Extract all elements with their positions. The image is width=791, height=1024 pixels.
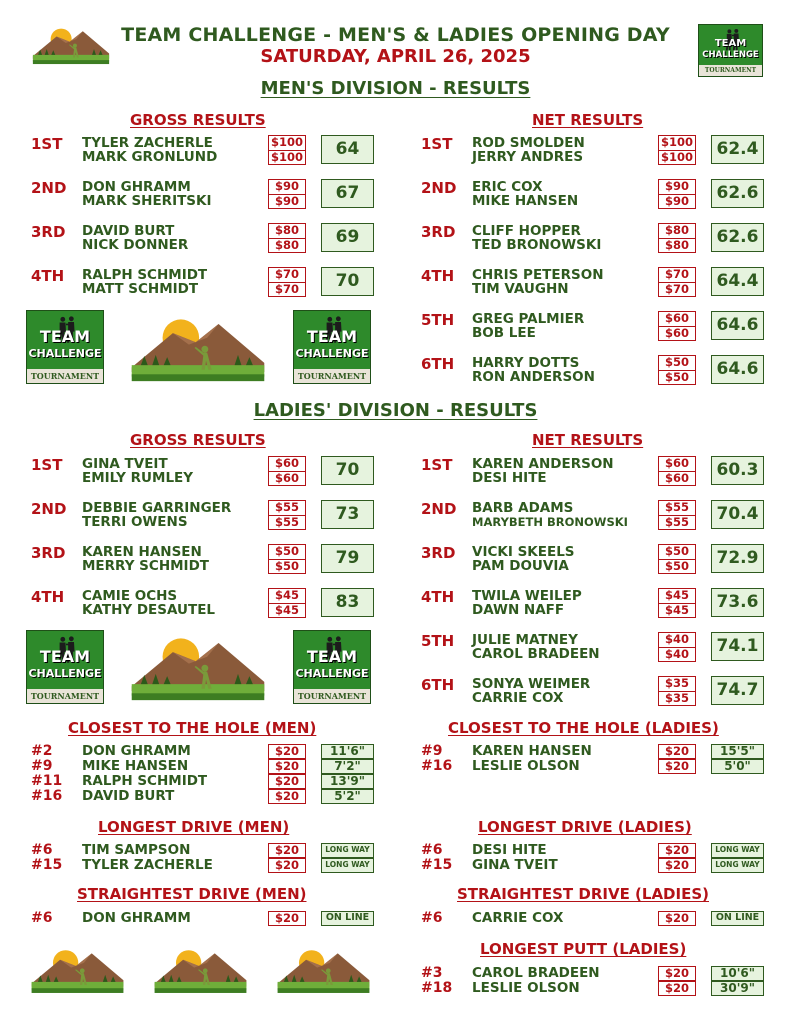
player-name: TED BRONOWSKI bbox=[472, 237, 602, 253]
team-challenge-logo bbox=[293, 630, 371, 704]
place-label: 5TH bbox=[421, 311, 455, 329]
prize-amount: $70 bbox=[664, 267, 689, 281]
score-box: 74.7 bbox=[711, 676, 764, 705]
hole-number: #9 bbox=[31, 758, 53, 774]
sd-ladies-title: STRAIGHTEST DRIVE (LADIES) bbox=[457, 885, 709, 903]
player-name: PAM DOUVIA bbox=[472, 558, 569, 574]
prize-amount-box bbox=[658, 223, 696, 253]
prize-amount: $20 bbox=[268, 789, 306, 804]
player-name: MERRY SCHMIDT bbox=[82, 558, 209, 574]
ctp-ladies-title: CLOSEST TO THE HOLE (LADIES) bbox=[448, 719, 719, 737]
logo-line3: TOURNAMENT bbox=[699, 65, 762, 76]
prize-amount: $60 bbox=[664, 311, 689, 325]
player-name: DESI HITE bbox=[472, 470, 547, 486]
prize-amount: $70 bbox=[659, 282, 695, 296]
score-box: 64.4 bbox=[711, 267, 764, 296]
logo-line2: CHALLENGE bbox=[295, 347, 369, 360]
place-label: 4TH bbox=[31, 267, 65, 285]
prize-amount-box bbox=[658, 355, 696, 385]
prize-amount: $80 bbox=[274, 223, 299, 237]
place-label: 1ST bbox=[421, 456, 453, 474]
hole-number: #15 bbox=[421, 857, 453, 873]
player-name: DESI HITE bbox=[472, 842, 547, 858]
hole-number: #9 bbox=[421, 743, 443, 759]
player-name: CAROL BRADEEN bbox=[472, 965, 600, 981]
prize-amount: $20 bbox=[658, 843, 696, 858]
prize-amount-box bbox=[268, 267, 306, 297]
player-name: DAWN NAFF bbox=[472, 602, 565, 618]
prize-amount: $45 bbox=[274, 588, 299, 602]
place-label: 4TH bbox=[421, 267, 455, 285]
prize-amount: $50 bbox=[269, 559, 305, 573]
player-name: TERRI OWENS bbox=[82, 514, 188, 530]
place-label: 6TH bbox=[421, 676, 455, 694]
prize-amount: $55 bbox=[664, 500, 689, 514]
drive-note-box: LONG WAY bbox=[321, 843, 374, 858]
place-label: 3RD bbox=[31, 544, 66, 562]
ld-men-title: LONGEST DRIVE (MEN) bbox=[98, 818, 290, 836]
prize-amount: $20 bbox=[268, 858, 306, 873]
player-name: CAROL BRADEEN bbox=[472, 646, 600, 662]
player-name: SONYA WEIMER bbox=[472, 676, 591, 692]
prize-amount: $80 bbox=[269, 238, 305, 252]
place-label: 4TH bbox=[421, 588, 455, 606]
prize-amount: $45 bbox=[664, 588, 689, 602]
logo-line1: TEAM bbox=[714, 38, 747, 49]
prize-amount-box bbox=[658, 311, 696, 341]
prize-amount-box bbox=[658, 676, 696, 706]
prize-amount: $100 bbox=[660, 150, 693, 164]
prize-amount: $50 bbox=[664, 544, 689, 558]
player-name: TIM SAMPSON bbox=[82, 842, 191, 858]
prize-amount: $100 bbox=[270, 135, 303, 149]
prize-amount-box bbox=[268, 544, 306, 574]
prize-amount-box bbox=[658, 632, 696, 662]
score-box: 79 bbox=[321, 544, 374, 573]
prize-amount-box bbox=[658, 500, 696, 530]
prize-amount: $35 bbox=[664, 676, 689, 690]
player-name: DON GHRAMM bbox=[82, 910, 191, 926]
score-box: 69 bbox=[321, 223, 374, 252]
prize-amount: $80 bbox=[659, 238, 695, 252]
drive-note-box: LONG WAY bbox=[711, 858, 764, 873]
player-name: TYLER ZACHERLE bbox=[82, 135, 213, 151]
player-name: JULIE MATNEY bbox=[472, 632, 578, 648]
place-label: 3RD bbox=[31, 223, 66, 241]
prize-amount: $35 bbox=[659, 691, 695, 705]
prize-amount: $45 bbox=[269, 603, 305, 617]
distance-box: 7'2" bbox=[321, 759, 374, 774]
team-challenge-logo bbox=[698, 24, 763, 77]
player-name: HARRY DOTTS bbox=[472, 355, 580, 371]
player-name: CLIFF HOPPER bbox=[472, 223, 581, 239]
distance-box: 11'6" bbox=[321, 744, 374, 759]
player-name: GINA TVEIT bbox=[472, 857, 558, 873]
player-name: MARK GRONLUND bbox=[82, 149, 218, 165]
place-label: 1ST bbox=[421, 135, 453, 153]
player-name: VICKI SKEELS bbox=[472, 544, 575, 560]
player-name: DON GHRAMM bbox=[82, 743, 191, 759]
place-label: 2ND bbox=[31, 179, 67, 197]
logo-line2: CHALLENGE bbox=[28, 667, 102, 680]
player-name: DEBBIE GARRINGER bbox=[82, 500, 232, 516]
logo-line2: CHALLENGE bbox=[702, 50, 759, 60]
player-name: MATT SCHMIDT bbox=[82, 281, 199, 297]
ladies-gross-title: GROSS RESULTS bbox=[130, 431, 266, 449]
prize-amount: $40 bbox=[664, 632, 689, 646]
player-name: DAVID BURT bbox=[82, 788, 175, 804]
prize-amount-box bbox=[268, 223, 306, 253]
prize-amount: $50 bbox=[659, 370, 695, 384]
score-box: 70.4 bbox=[711, 500, 764, 529]
hole-number: #16 bbox=[31, 788, 63, 804]
player-name: GREG PALMIER bbox=[472, 311, 585, 327]
mountain-golfer-icon bbox=[30, 942, 125, 998]
logo-line3: TOURNAMENT bbox=[294, 689, 370, 703]
player-name: DON GHRAMM bbox=[82, 179, 191, 195]
ctp-men-title: CLOSEST TO THE HOLE (MEN) bbox=[68, 719, 317, 737]
distance-box: 30'9" bbox=[711, 981, 764, 996]
mountain-golfer-icon bbox=[153, 942, 248, 998]
ladies-net-title: NET RESULTS bbox=[532, 431, 644, 449]
player-name: KATHY DESAUTEL bbox=[82, 602, 216, 618]
score-box: 73 bbox=[321, 500, 374, 529]
score-box: 64.6 bbox=[711, 355, 764, 384]
hole-number: #18 bbox=[421, 980, 453, 996]
hole-number: #6 bbox=[421, 910, 443, 926]
player-name: CARRIE COX bbox=[472, 690, 564, 706]
score-box: 60.3 bbox=[711, 456, 764, 485]
hole-number: #16 bbox=[421, 758, 453, 774]
drive-note-box: LONG WAY bbox=[711, 843, 764, 858]
player-name: BARB ADAMS bbox=[472, 500, 574, 516]
player-name: CHRIS PETERSON bbox=[472, 267, 604, 283]
hole-number: #2 bbox=[31, 743, 53, 759]
logo-line1: TEAM bbox=[306, 647, 358, 666]
place-label: 5TH bbox=[421, 632, 455, 650]
prize-amount: $40 bbox=[659, 647, 695, 661]
prize-amount: $50 bbox=[659, 559, 695, 573]
prize-amount-box bbox=[658, 456, 696, 486]
prize-amount: $50 bbox=[274, 544, 299, 558]
place-label: 2ND bbox=[31, 500, 67, 518]
prize-amount: $90 bbox=[274, 179, 299, 193]
prize-amount: $20 bbox=[658, 744, 696, 759]
prize-amount: $20 bbox=[268, 911, 306, 926]
prize-amount-box bbox=[268, 588, 306, 618]
player-name: RON ANDERSON bbox=[472, 369, 595, 385]
place-label: 2ND bbox=[421, 179, 457, 197]
prize-amount: $70 bbox=[269, 282, 305, 296]
player-name: CAMIE OCHS bbox=[82, 588, 178, 604]
prize-amount: $60 bbox=[664, 456, 689, 470]
prize-amount: $20 bbox=[658, 981, 696, 996]
prize-amount: $90 bbox=[664, 179, 689, 193]
prize-amount: $45 bbox=[659, 603, 695, 617]
player-name: LESLIE OLSON bbox=[472, 758, 580, 774]
team-challenge-logo bbox=[26, 310, 104, 384]
hole-number: #6 bbox=[31, 842, 53, 858]
score-box: 70 bbox=[321, 456, 374, 485]
player-name: KAREN ANDERSON bbox=[472, 456, 614, 472]
prize-amount: $100 bbox=[270, 150, 303, 164]
prize-amount: $55 bbox=[269, 515, 305, 529]
prize-amount: $20 bbox=[658, 759, 696, 774]
player-name: KAREN HANSEN bbox=[82, 544, 202, 560]
score-box: 64 bbox=[321, 135, 374, 164]
player-name: MARK SHERITSKI bbox=[82, 193, 212, 209]
prize-amount: $100 bbox=[660, 135, 693, 149]
score-box: 67 bbox=[321, 179, 374, 208]
ladies-division-title: LADIES' DIVISION - RESULTS bbox=[253, 400, 538, 421]
prize-amount: $60 bbox=[659, 471, 695, 485]
place-label: 2ND bbox=[421, 500, 457, 518]
player-name: EMILY RUMLEY bbox=[82, 470, 194, 486]
player-name: KAREN HANSEN bbox=[472, 743, 592, 759]
prize-amount: $20 bbox=[268, 774, 306, 789]
player-name: RALPH SCHMIDT bbox=[82, 773, 208, 789]
prize-amount: $70 bbox=[274, 267, 299, 281]
men-gross-title: GROSS RESULTS bbox=[130, 111, 266, 129]
prize-amount-box bbox=[658, 135, 696, 165]
ld-ladies-title: LONGEST DRIVE (LADIES) bbox=[478, 818, 692, 836]
player-name: TYLER ZACHERLE bbox=[82, 857, 213, 873]
prize-amount-box bbox=[658, 588, 696, 618]
player-name: ERIC COX bbox=[472, 179, 543, 195]
logo-line1: TEAM bbox=[39, 327, 91, 346]
score-box: 73.6 bbox=[711, 588, 764, 617]
mountain-golfer-icon bbox=[276, 942, 371, 998]
player-name: MARYBETH BRONOWSKI bbox=[472, 515, 628, 529]
hole-number: #15 bbox=[31, 857, 63, 873]
player-name: CARRIE COX bbox=[472, 910, 564, 926]
player-name: ROD SMOLDEN bbox=[472, 135, 585, 151]
player-name: TIM VAUGHN bbox=[472, 281, 569, 297]
hole-number: #11 bbox=[31, 773, 63, 789]
score-box: 62.4 bbox=[711, 135, 764, 164]
prize-amount: $90 bbox=[659, 194, 695, 208]
player-name: NICK DONNER bbox=[82, 237, 189, 253]
drive-note-box: LONG WAY bbox=[321, 858, 374, 873]
place-label: 1ST bbox=[31, 456, 63, 474]
prize-amount: $80 bbox=[664, 223, 689, 237]
mountain-golfer-icon bbox=[128, 308, 268, 388]
place-label: 6TH bbox=[421, 355, 455, 373]
prize-amount-box bbox=[268, 135, 306, 165]
prize-amount: $55 bbox=[274, 500, 299, 514]
logo-line1: TEAM bbox=[39, 647, 91, 666]
sd-men-title: STRAIGHTEST DRIVE (MEN) bbox=[77, 885, 307, 903]
player-name: LESLIE OLSON bbox=[472, 980, 580, 996]
score-box: 74.1 bbox=[711, 632, 764, 661]
prize-amount: $60 bbox=[659, 326, 695, 340]
distance-box: 10'6" bbox=[711, 966, 764, 981]
men-division-title: MEN'S DIVISION - RESULTS bbox=[260, 78, 531, 99]
distance-box: 5'0" bbox=[711, 759, 764, 774]
team-challenge-logo bbox=[293, 310, 371, 384]
lp-ladies-title: LONGEST PUTT (LADIES) bbox=[480, 940, 687, 958]
event-date: SATURDAY, APRIL 26, 2025 bbox=[260, 46, 531, 67]
men-net-title: NET RESULTS bbox=[532, 111, 644, 129]
prize-amount: $55 bbox=[659, 515, 695, 529]
player-name: GINA TVEIT bbox=[82, 456, 168, 472]
hole-number: #6 bbox=[31, 910, 53, 926]
prize-amount-box bbox=[268, 500, 306, 530]
prize-amount: $90 bbox=[269, 194, 305, 208]
player-name: MIKE HANSEN bbox=[472, 193, 579, 209]
player-name: TWILA WEILEP bbox=[472, 588, 582, 604]
logo-line2: CHALLENGE bbox=[295, 667, 369, 680]
prize-amount: $20 bbox=[658, 966, 696, 981]
hole-number: #6 bbox=[421, 842, 443, 858]
score-box: 62.6 bbox=[711, 179, 764, 208]
prize-amount: $20 bbox=[268, 759, 306, 774]
score-box: 72.9 bbox=[711, 544, 764, 573]
score-box: 64.6 bbox=[711, 311, 764, 340]
distance-box: 13'9" bbox=[321, 774, 374, 789]
player-name: DAVID BURT bbox=[82, 223, 175, 239]
prize-amount-box bbox=[658, 267, 696, 297]
logo-line3: TOURNAMENT bbox=[27, 369, 103, 383]
prize-amount: $20 bbox=[658, 858, 696, 873]
place-label: 3RD bbox=[421, 544, 456, 562]
score-box: 70 bbox=[321, 267, 374, 296]
prize-amount: $20 bbox=[268, 843, 306, 858]
drive-note-box: ON LINE bbox=[711, 911, 764, 926]
prize-amount-box bbox=[658, 544, 696, 574]
hole-number: #3 bbox=[421, 965, 443, 981]
player-name: BOB LEE bbox=[472, 325, 536, 341]
player-name: RALPH SCHMIDT bbox=[82, 267, 208, 283]
player-name: JERRY ANDRES bbox=[472, 149, 584, 165]
prize-amount: $60 bbox=[274, 456, 299, 470]
prize-amount-box bbox=[658, 179, 696, 209]
mountain-golfer-icon bbox=[128, 627, 268, 707]
distance-box: 15'5" bbox=[711, 744, 764, 759]
team-challenge-logo bbox=[26, 630, 104, 704]
place-label: 1ST bbox=[31, 135, 63, 153]
event-title: TEAM CHALLENGE - MEN'S & LADIES OPENING DAY bbox=[121, 24, 670, 46]
score-box: 83 bbox=[321, 588, 374, 617]
distance-box: 5'2" bbox=[321, 789, 374, 804]
logo-line1: TEAM bbox=[306, 327, 358, 346]
prize-amount: $50 bbox=[664, 355, 689, 369]
place-label: 3RD bbox=[421, 223, 456, 241]
logo-line3: TOURNAMENT bbox=[27, 689, 103, 703]
score-box: 62.6 bbox=[711, 223, 764, 252]
player-name: MIKE HANSEN bbox=[82, 758, 189, 774]
prize-amount: $60 bbox=[269, 471, 305, 485]
prize-amount-box bbox=[268, 456, 306, 486]
prize-amount: $20 bbox=[268, 744, 306, 759]
logo-line3: TOURNAMENT bbox=[294, 369, 370, 383]
prize-amount: $20 bbox=[658, 911, 696, 926]
place-label: 4TH bbox=[31, 588, 65, 606]
drive-note-box: ON LINE bbox=[321, 911, 374, 926]
logo-line2: CHALLENGE bbox=[28, 347, 102, 360]
prize-amount-box bbox=[268, 179, 306, 209]
